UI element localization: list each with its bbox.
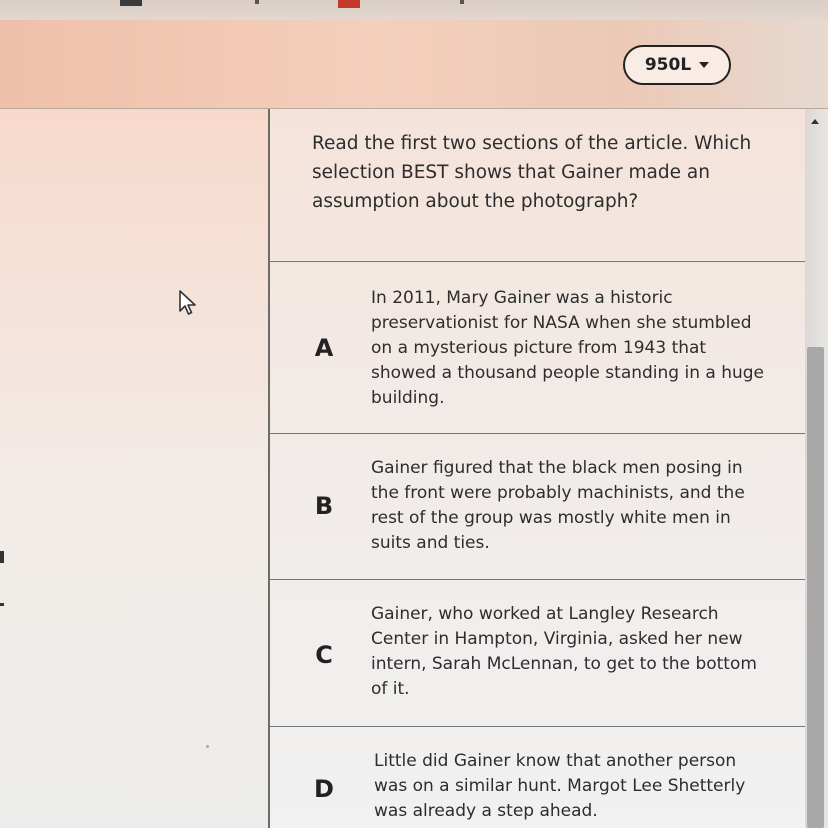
option-letter: A [314,334,334,362]
option-letter: B [314,492,334,520]
option-letter: D [314,775,334,803]
toolbar-glyph [120,0,142,6]
scrollbar-thumb[interactable] [807,347,824,828]
question-prompt-box [270,109,805,262]
reader-header [0,20,828,109]
scroll-up-arrow-icon[interactable] [811,119,819,124]
toolbar-highlight-glyph [338,0,360,8]
answer-option-a[interactable] [270,262,805,434]
cut-off-text-fragment [0,603,4,606]
lexile-level-dropdown[interactable] [623,45,731,85]
option-text: Gainer figured that the black men posing in the front were probably machinists, and the rest of the group was mostly white men in suits and ties. [371,458,745,553]
question-prompt: Read the first two sections of the article. Which selection BEST shows that Gainer made an assumption about the photograph? [312,133,752,212]
answer-option-b[interactable] [270,434,805,580]
caret-down-icon [699,62,709,68]
option-text: Gainer, who worked at Langley Research Center in Hampton, Virginia, asked her new intern, Sarah McLennan, to get to the bottom of it. [371,604,757,699]
lexile-level-label: 950L [644,55,692,75]
mouse-pointer-icon [178,290,198,316]
option-text: Little did Gainer know that another person was on a similar hunt. Margot Lee Shetterly was already a step ahead. [374,751,746,821]
option-letter: C [315,641,333,669]
option-text: In 2011, Mary Gainer was a historic preservationist for NASA when she stumbled on a mysterious picture from 1943 that showed a thousand people standing in a huge building. [371,288,765,408]
vertical-scrollbar[interactable] [805,109,828,828]
answer-option-c[interactable] [270,580,805,727]
article-pane [0,109,270,828]
toolbar-glyph [460,0,464,4]
answer-option-d[interactable] [270,727,805,828]
screen-speck [206,745,209,748]
question-panel [270,109,805,828]
toolbar-glyph [255,0,259,4]
top-toolbar-strip [0,0,828,20]
cut-off-text-fragment [0,551,4,563]
